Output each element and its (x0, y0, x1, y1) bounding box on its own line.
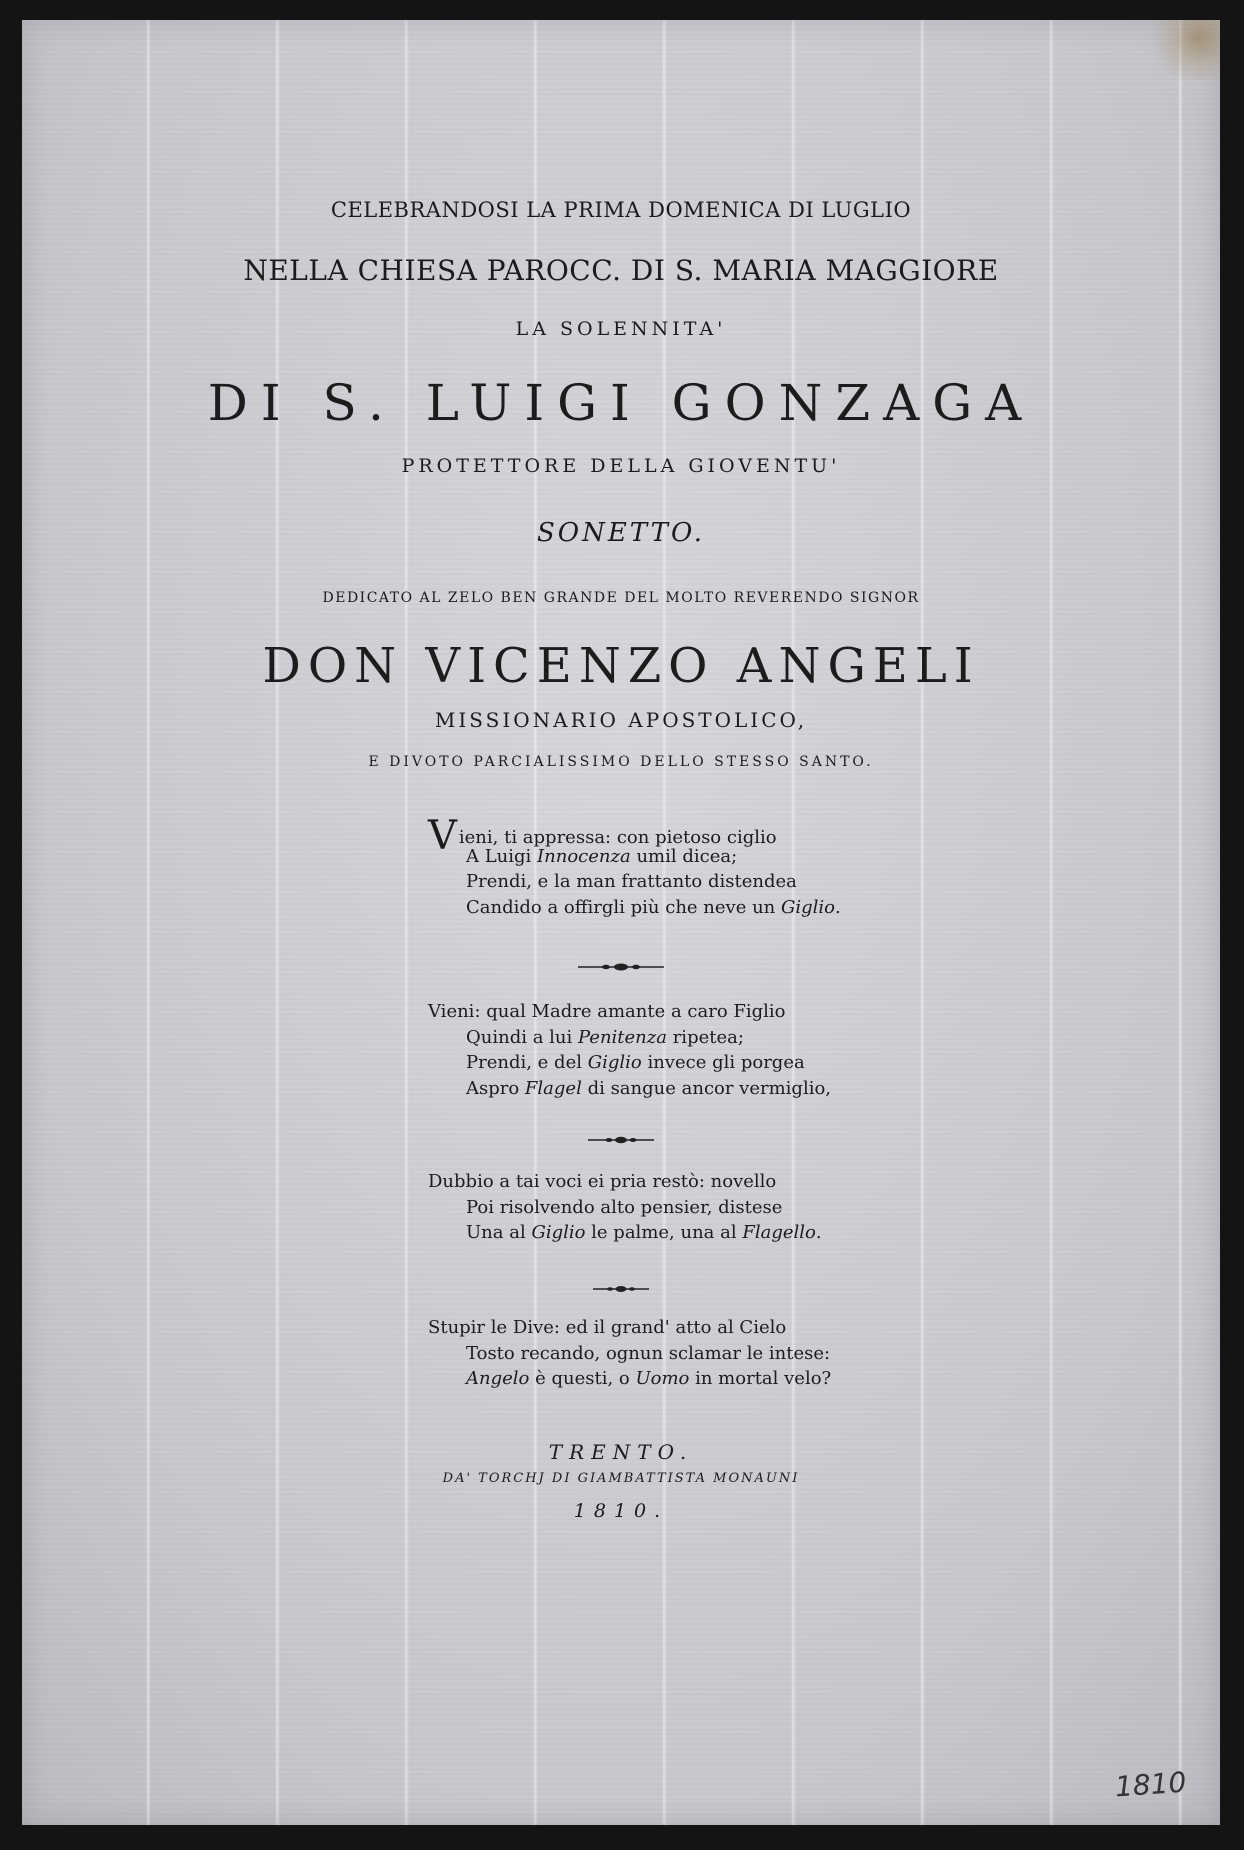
header-line-church: NELLA CHIESA PAROCC. DI S. MARIA MAGGIORE (243, 254, 999, 287)
verse-line: Angelo è questi, o Uomo in mortal velo? (466, 1368, 832, 1389)
handwritten-year-annotation: 1810 (1113, 1765, 1188, 1804)
ornament-divider (22, 1280, 1220, 1299)
header-line-solemnity: LA SOLENNITA' (515, 318, 727, 340)
ornament-divider (22, 958, 1220, 977)
header-line-occasion: CELEBRANDOSI LA PRIMA DOMENICA DI LUGLIO (330, 198, 912, 222)
ornament-icon (576, 961, 666, 973)
verse-line: Dubbio a tai voci ei pria restò: novello (428, 1171, 777, 1192)
page-title: DI S. LUIGI GONZAGA (207, 374, 1035, 432)
verse-line: A Luigi Innocenza umil dicea; (466, 845, 738, 867)
ornament-divider (22, 1131, 1220, 1150)
verse-line: Prendi, e del Giglio invece gli porgea (466, 1052, 805, 1073)
verse-line: Vieni, ti appressa: con pietoso ciglio (428, 813, 777, 859)
dedicatee-title: MISSIONARIO APOSTOLICO, (434, 708, 808, 732)
stanza-1 (428, 813, 841, 920)
verse-line: Vieni: qual Madre amante a caro Figlio (428, 1001, 786, 1022)
verse-line: Candido a offirgli più che neve un Giglio. (466, 896, 841, 918)
verse-line: Prendi, e la man frattanto distendea (466, 871, 797, 892)
dedication-closing: E DIVOTO PARCIALISSIMO DELLO STESSO SANTO. (368, 754, 874, 770)
verse-line: Quindi a lui Penitenza ripetea; (466, 1026, 744, 1048)
dedicatee-name: DON VICENZO ANGELI (262, 638, 980, 694)
header-line-protector: PROTETTORE DELLA GIOVENTU' (401, 455, 841, 477)
ornament-icon (586, 1134, 656, 1146)
verse-line: Stupir le Dive: ed il grand' atto al Cielo (428, 1317, 787, 1338)
verse-line: Poi risolvendo alto pensier, distese (466, 1196, 783, 1218)
broadside-sheet (22, 20, 1220, 1825)
sonnet-heading: SONETTO. (536, 518, 706, 548)
imprint-printer: DA' TORCHJ DI GIAMBATTISTA MONAUNI (442, 1471, 800, 1486)
verse-line: Una al Giglio le palme, una al Flagello. (466, 1222, 822, 1243)
stanza-2 (428, 999, 831, 1101)
stanza-4 (428, 1315, 831, 1392)
imprint-city: TRENTO. (548, 1440, 694, 1464)
stanza-3 (428, 1169, 822, 1246)
ornament-icon (591, 1283, 651, 1295)
verse-line: Tosto recando, ognun sclamar le intese: (466, 1342, 831, 1364)
dedication-line: DEDICATO AL ZELO BEN GRANDE DEL MOLTO REVERENDO SIGNOR (322, 590, 920, 606)
verse-line: Aspro Flagel di sangue ancor vermiglio, (466, 1077, 832, 1099)
drop-cap: V (428, 813, 457, 859)
imprint-year: 1810. (573, 1500, 669, 1522)
paper-stain (1150, 20, 1220, 80)
